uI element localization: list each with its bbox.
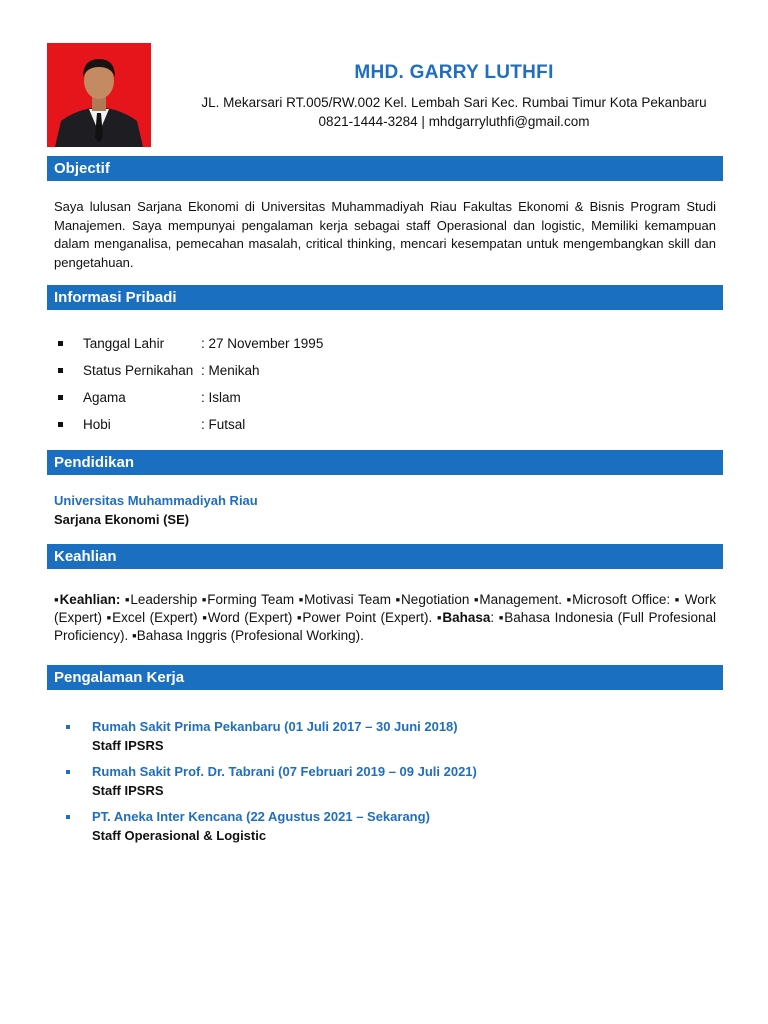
personal-info-list	[58, 330, 323, 438]
experience-role: Staff IPSRS	[92, 783, 164, 798]
section-header-personal-info: Informasi Pribadi	[47, 285, 723, 310]
education-degree: Sarjana Ekonomi (SE)	[54, 512, 190, 527]
bullet-icon	[58, 395, 63, 400]
profile-photo	[47, 43, 151, 147]
section-header-experience: Pengalaman Kerja	[47, 665, 723, 690]
info-label: Status Pernikahan	[83, 363, 194, 378]
info-label: Tanggal Lahir	[83, 336, 165, 351]
personal-info-item	[58, 357, 323, 384]
bullet-icon	[58, 422, 63, 427]
info-value: : Menikah	[201, 363, 260, 378]
personal-info-item	[58, 330, 323, 357]
info-label: Agama	[83, 390, 126, 405]
contact-separator: |	[421, 114, 425, 129]
experience-title: Rumah Sakit Prof. Dr. Tabrani (07 Februari 2019 – 09 Juli 2021)	[92, 764, 477, 779]
skills-marker: ▪	[436, 610, 443, 625]
bullet-icon	[66, 725, 70, 729]
skills-language: : ▪Bahasa Indonesia (Full Profesional Proficiency). ▪Bahasa Inggris (Profesional Working).	[54, 610, 716, 643]
bullet-icon	[58, 368, 63, 373]
skills-language-label: Bahasa	[442, 610, 491, 625]
section-header-objective: Objectif	[47, 156, 723, 181]
bullet-icon	[58, 341, 63, 346]
skills-text	[54, 591, 716, 645]
skills-marker: ▪	[54, 592, 60, 607]
experience-title: PT. Aneka Inter Kencana (22 Agustus 2021 – Sekarang)	[92, 809, 430, 824]
skills-list: ▪Leadership ▪Forming Team ▪Motivasi Team ▪Negotiation ▪Management.	[120, 592, 567, 607]
info-label: Hobi	[83, 417, 111, 432]
skills-office: Microsoft Office: ▪ Work (Expert) ▪Excel (Expert) ▪Word (Expert) ▪Power Point (Expert).	[54, 592, 716, 625]
experience-title: Rumah Sakit Prima Pekanbaru (01 Juli 2017 – 30 Juni 2018)	[92, 719, 458, 734]
bullet-icon	[66, 770, 70, 774]
address-line: JL. Mekarsari RT.005/RW.002 Kel. Lembah Sari Kec. Rumbai Timur Kota Pekanbaru	[201, 95, 707, 110]
skills-label: Keahlian:	[59, 592, 121, 607]
skills-marker: ▪	[566, 592, 573, 607]
personal-info-item	[58, 384, 323, 411]
section-header-skills: Keahlian	[47, 544, 723, 569]
section-header-education: Pendidikan	[47, 450, 723, 475]
experience-role: Staff IPSRS	[92, 738, 164, 753]
experience-role: Staff Operasional & Logistic	[92, 828, 267, 843]
bullet-icon	[66, 815, 70, 819]
info-value: : 27 November 1995	[201, 336, 324, 351]
personal-info-item	[58, 411, 323, 438]
candidate-name: MHD. GARRY LUTHFI	[354, 62, 554, 83]
email-address: mhdgarryluthfi@gmail.com	[428, 114, 590, 129]
objective-text: Saya lulusan Sarjana Ekonomi di Universitas Muhammadiyah Riau Fakultas Ekonomi & Bisnis Program Studi Manajemen. Saya mempunyai pengalaman kerja sebagai staff Operasional dan logistic, Memiliki kemampuan dalam menganalisa, pemecahan masalah, critical thinking, mencari kesempatan untuk mengembangkan skill dan pengetahuan.	[54, 199, 716, 270]
info-value: : Futsal	[201, 417, 246, 432]
info-value: : Islam	[201, 390, 241, 405]
education-university: Universitas Muhammadiyah Riau	[54, 493, 258, 508]
phone-number: 0821-1444-3284	[318, 114, 418, 129]
contact-line	[160, 114, 748, 129]
